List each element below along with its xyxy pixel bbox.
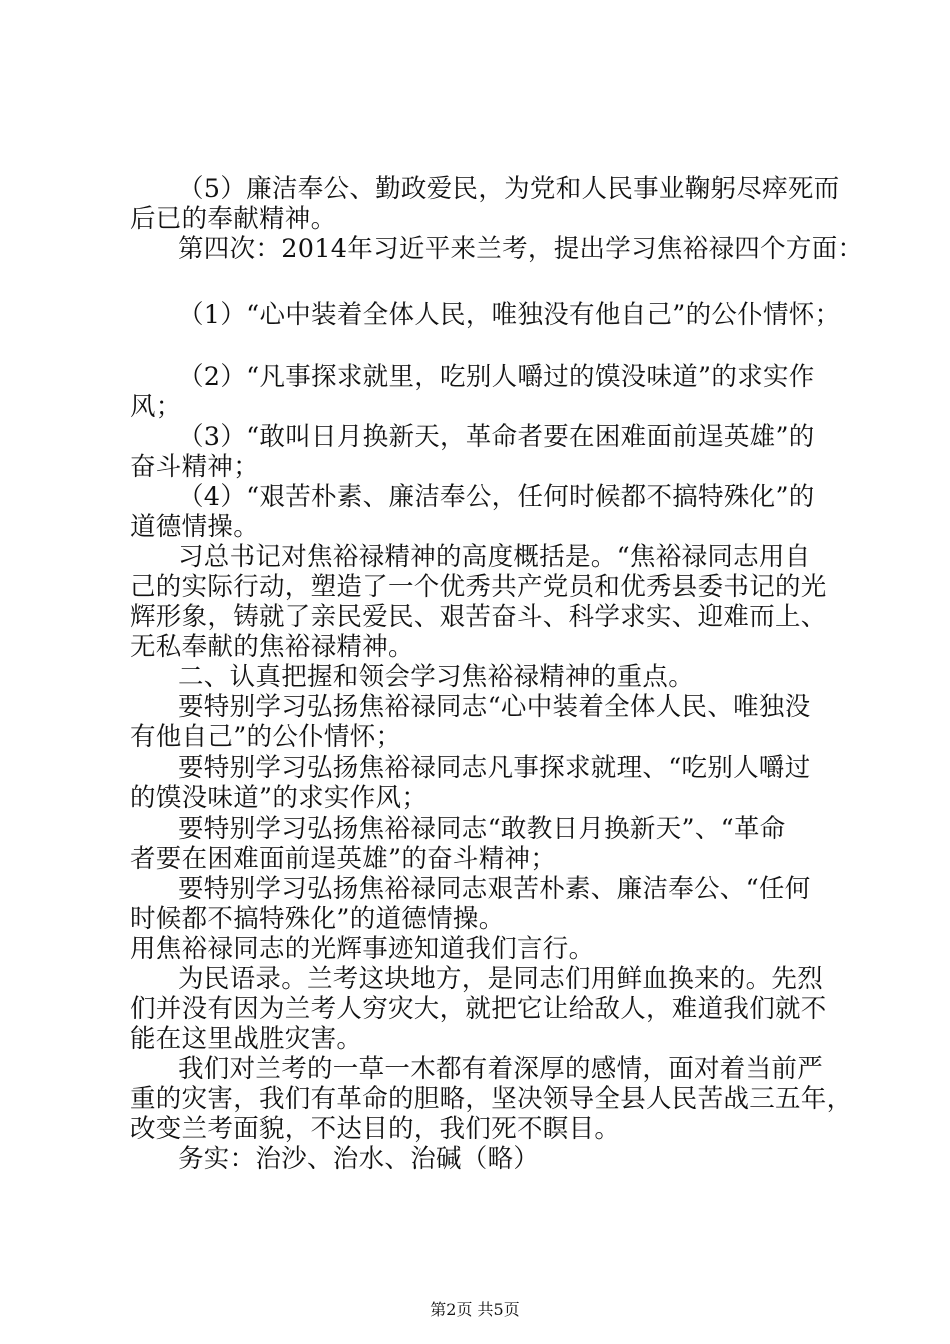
text-line: 要特别学习弘扬焦裕禄同志“敢教日月换新天”、“革命 — [178, 814, 786, 844]
text-line: 己的实际行动，塑造了一个优秀共产党员和优秀县委书记的光 — [130, 572, 827, 602]
text-line: 后已的奉献精神。 — [130, 204, 337, 234]
text-line: 奋斗精神； — [130, 452, 260, 482]
text-line: 时候都不搞特殊化”的道德情操。 — [130, 904, 505, 934]
text-line: 者要在困难面前逞英雄”的奋斗精神； — [130, 844, 557, 874]
text-line: 能在这里战胜灾害。 — [130, 1024, 363, 1054]
text-line: 要特别学习弘扬焦裕禄同志凡事探求就理、“吃别人嚼过 — [178, 753, 811, 783]
text-line: 为民语录。兰考这块地方，是同志们用鲜血换来的。先烈 — [178, 964, 824, 994]
page-number: 第2页 共5页 — [430, 1300, 520, 1319]
text-line: 有他自己”的公仆情怀； — [130, 722, 402, 752]
text-line: （4）“艰苦朴素、廉洁奉公，任何时候都不搞特殊化”的 — [178, 482, 815, 512]
text-line: 第四次：2014年习近平来兰考，提出学习焦裕禄四个方面： — [178, 234, 864, 264]
text-line: 要特别学习弘扬焦裕禄同志“心中装着全体人民、唯独没 — [178, 692, 811, 722]
text-line: （1）“心中装着全体人民，唯独没有他自己”的公仆情怀； — [178, 300, 841, 330]
section-heading: 二、认真把握和领会学习焦裕禄精神的重点。 — [178, 662, 695, 692]
text-line: 们并没有因为兰考人穷灾大，就把它让给敌人，难道我们就不 — [130, 994, 827, 1024]
text-line: 的馍没味道”的求实作风； — [130, 783, 428, 813]
text-line: 我们对兰考的一草一木都有着深厚的感情，面对着当前严 — [178, 1054, 824, 1084]
text-line: （5）廉洁奉公、勤政爱民，为党和人民事业鞠躬尽瘁死而 — [178, 174, 840, 204]
text-line: 重的灾害，我们有革命的胆略，坚决领导全县人民苦战三五年， — [130, 1084, 853, 1114]
text-line: 无私奉献的焦裕禄精神。 — [130, 632, 414, 662]
text-line: （3）“敢叫日月换新天，革命者要在困难面前逞英雄”的 — [178, 422, 815, 452]
text-line: 务实：治沙、治水、治碱（略） — [178, 1144, 540, 1174]
text-line: 要特别学习弘扬焦裕禄同志艰苦朴素、廉洁奉公、“任何 — [178, 874, 811, 904]
text-line: 道德情操。 — [130, 512, 260, 542]
text-line: 辉形象，铸就了亲民爱民、艰苦奋斗、科学求实、迎难而上、 — [130, 602, 827, 632]
text-line: 风； — [130, 392, 182, 422]
text-line: 用焦裕禄同志的光辉事迹知道我们言行。 — [130, 934, 595, 964]
text-line: 改变兰考面貌，不达目的，我们死不瞑目。 — [130, 1114, 621, 1144]
text-line: 习总书记对焦裕禄精神的高度概括是。“焦裕禄同志用自 — [178, 542, 811, 572]
text-line: （2）“凡事探求就里，吃别人嚼过的馍没味道”的求实作 — [178, 362, 815, 392]
